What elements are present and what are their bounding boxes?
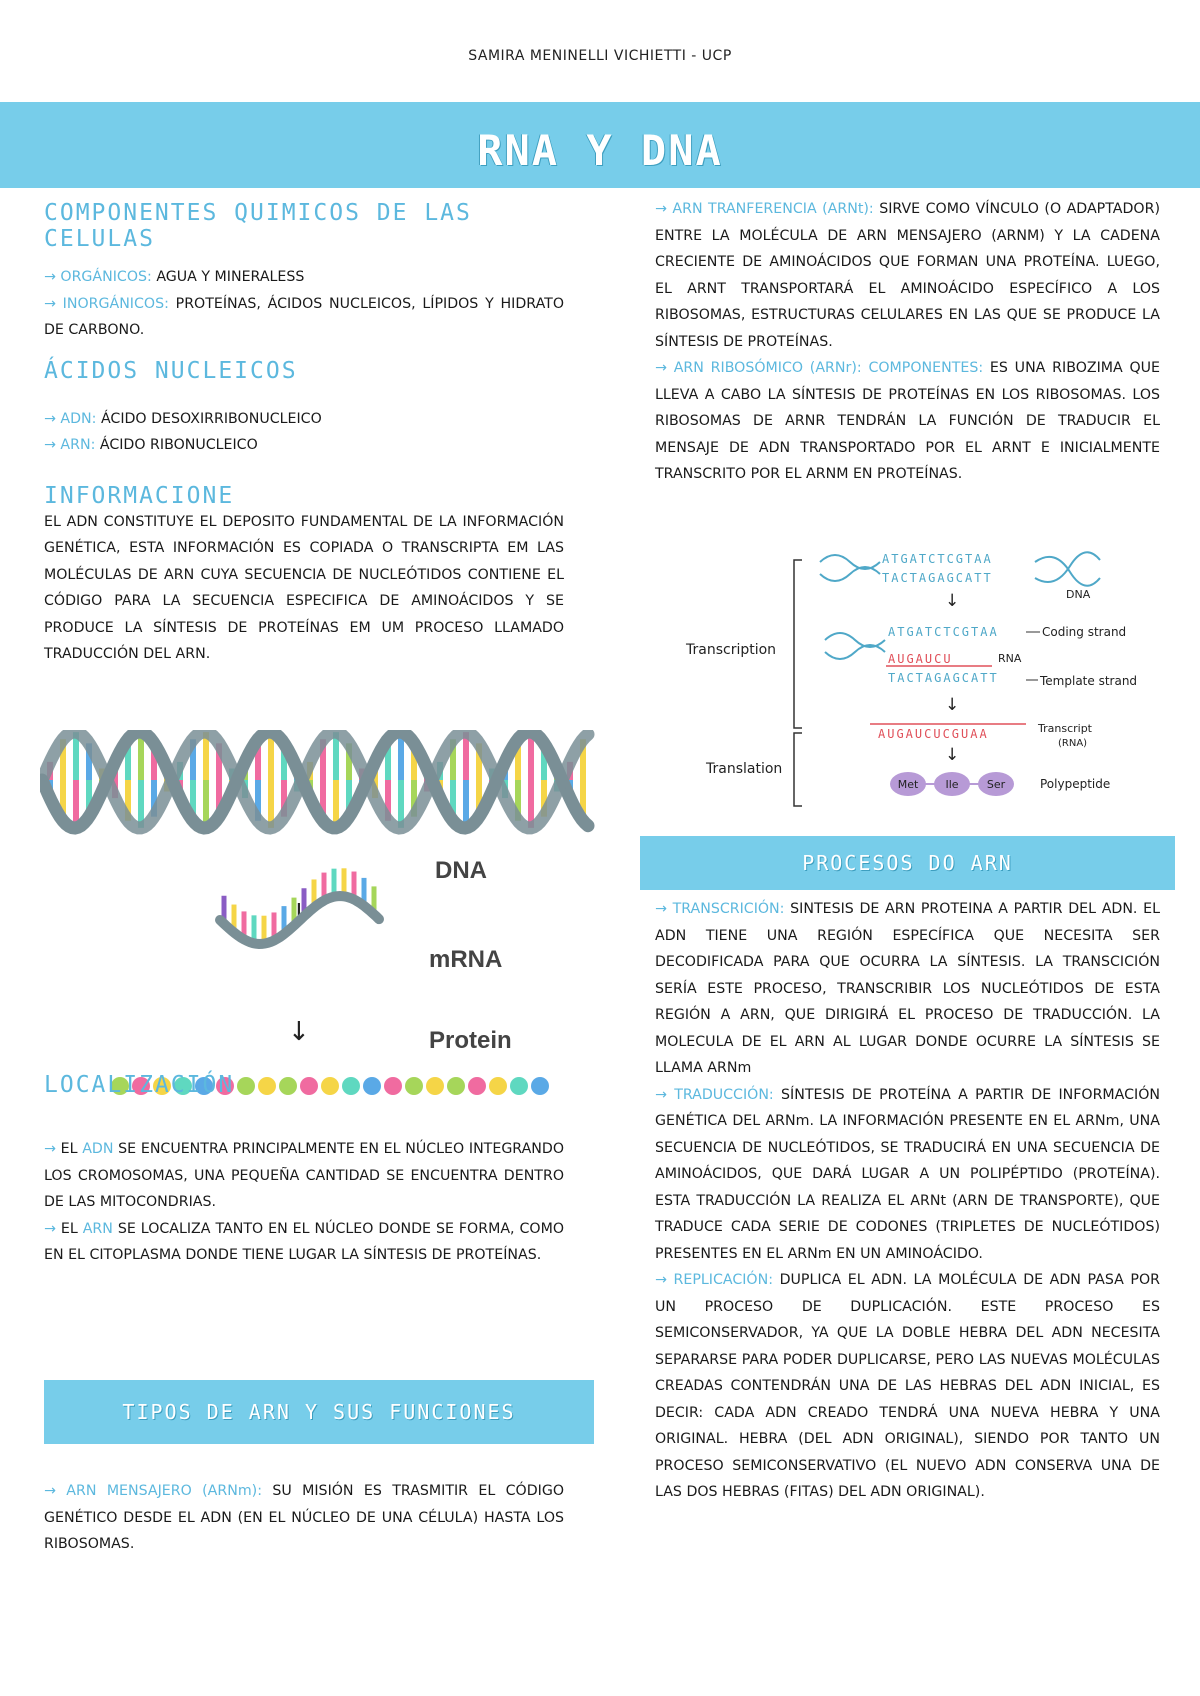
template-strand-label: Template strand: [1040, 674, 1138, 688]
text-informacion: EL ADN CONSTITUYE EL DEPOSITO FUNDAMENTAL DE LA INFORMACIÓN GENÉTICA, ESTA INFORMACIÓN ES COPIADA O TRANSCRIPTA EM LAS MOLÉCULAS DE ARN CUYA SECUENCIA DE NUCLEÓTIDOS CONTIENE EL CÓDIGO PARA LA SECUENCIA ESPECIFICA DE AMINOÁCIDOS Y SE PRODUCE LA SÍNTESIS DE PROTEÍNAS EM UM PROCESO LLAMADO TRADUCCIÓN DEL ARN.: [44, 513, 564, 662]
arrow-icon: →: [655, 901, 667, 917]
arrow-icon: →: [44, 269, 56, 285]
label-transferencia: ARN TRANFERENCIA (ARNt):: [672, 201, 874, 217]
label-mensajero: ARN MENSAJERO (ARNm):: [66, 1483, 262, 1499]
item-replicacion: [655, 1267, 1160, 1506]
text-transcripcion: SINTESIS DE ARN PROTEINA A PARTIR DEL ADN. EL ADN TIENE UNA REGIÓN ESPECÍFICA QUE NECESITA SER DECODIFICADA PARA QUE OCURRA LA SÍNTESIS. LA TRANSCICIÓN SERÍA ESTE PROCESO, TRANSCRIBIR LOS NUCLEÓTIDOS DE ESTA REGIÓN A ARN, QUE DIRIGIRÁ EL PROCESO DE TRADUCCIÓN. LA MOLECULA DE EL ARN AL LUGAR DONDE OCURRE LA SÍNTESIS SE LLAMA ARNm: [655, 901, 1160, 1076]
heading-acidos: ÁCIDOS NUCLEICOS: [44, 357, 298, 384]
dna-seq-bottom: TACTAGAGCATT: [882, 571, 993, 585]
adn-word: ADN: [82, 1141, 114, 1157]
arrow-down-icon: ↓: [288, 899, 310, 929]
label-ribosomico: ARN RIBOSÓMICO (ARNr):: [673, 360, 862, 376]
arrow-icon: →: [655, 1272, 667, 1288]
label-organicos: ORGÁNICOS:: [60, 269, 152, 285]
dna-seq-top: ATGATCTCGTAA: [882, 552, 993, 566]
transcription-bracket: [794, 560, 802, 728]
text-adn: ÁCIDO DESOXIRRIBONUCLEICO: [100, 410, 322, 427]
text-inorganicos: PROTEÍNAS, ÁCIDOS NUCLEICOS, LÍPIDOS Y HIDRATO DE CARBONO.: [44, 295, 565, 338]
text-replicacion: DUPLICA EL ADN. LA MOLÉCULA DE ADN PASA POR UN PROCESO DE DUPLICACIÓN. ESTE PROCESO ES SEMICONSERVADOR, YA QUE LA DOBLE HEBRA DEL ADN NECESITA SEPARARSE PARA PODER DUPLICARSE, PERO LAS NUEVAS MOLÉCULAS CREADAS CONTENDRÁN UNA DE LAS HEBRAS DEL ADN INICIAL, ES DECIR: CADA ADN CREADO TENDRÁ UNA NUEVA HEBRA Y UNA ORIGINAL. HEBRA (DEL ADN ORIGINAL), SIENDO POR TANTO UN PROCESO SEMICONSERVATIVO (EL NUEVO ADN CONSERVA UNA DE LAS DOS HEBRAS (FITAS) DEL ADN ORIGINAL).: [655, 1272, 1161, 1500]
translation-label: Translation: [706, 761, 783, 777]
left-lower-column: [44, 1072, 564, 1269]
label-transcripcion: TRANSCRICIÓN:: [672, 901, 785, 917]
coding-strand-label: Coding strand: [1042, 625, 1127, 639]
heading-informacion: INFORMACIONE: [44, 482, 235, 509]
dna-mrna-protein-figure: [40, 730, 600, 1110]
polypeptide-label: Polypeptide: [1040, 777, 1111, 791]
left-column: [44, 200, 564, 668]
label-traduccion: TRADUCCIÓN:: [674, 1086, 774, 1103]
procesos-section: [655, 896, 1160, 1506]
text-mensajero: SU MISIÓN ES TRASMITIR EL CÓDIGO GENÉTICO DESDE EL ADN (EN EL NÚCLEO DE UNA CÉLULA) HASTA LOS RIBOSOMAS.: [44, 1483, 564, 1552]
label-inorganicos: INORGÁNICOS:: [62, 295, 169, 312]
item-traduccion: [655, 1082, 1160, 1268]
page-title: RNA Y DNA: [477, 126, 723, 175]
arrow-icon: →: [655, 201, 667, 217]
transcript-seq: AUGAUCUCGUAA: [878, 727, 989, 741]
label-componentes: COMPONENTES:: [868, 360, 984, 376]
bubble-wave-left: [825, 633, 885, 647]
arrow-icon: →: [655, 1086, 667, 1103]
arrow-icon: →: [44, 437, 56, 453]
arrow-down-icon: ↓: [288, 1017, 310, 1047]
bubble-wave-left-2: [825, 645, 885, 659]
arrow-icon: →: [655, 360, 667, 376]
item-transcripcion: [655, 896, 1160, 1082]
text-ribosomico: ES UNA RIBOZIMA QUE LLEVA A CABO LA SÍNTESIS DE PROTEÍNAS EN LOS RIBOSOMAS. LOS RIBOSOMAS DE ARNR TENDRÁN LA FUNCIÓN DE TRADUCIR EL MENSAJE DE ADN TRANSPORTADO POR EL ARNT E INICIALMENTE TRANSCRITO POR EL ARNM EN PROTEÍNAS.: [655, 360, 1161, 482]
label-adn: ADN:: [60, 410, 97, 427]
tipos-section: [44, 1478, 564, 1558]
rna-short-seq: AUGAUCU: [888, 652, 953, 666]
item-ribosomico: [655, 355, 1160, 488]
text-organicos: AGUA Y MINERALESS: [156, 269, 305, 285]
text-transferencia: SIRVE COMO VÍNCULO (O ADAPTADOR) ENTRE LA MOLÉCULA DE ARN MENSAJERO (ARNM) Y LA CADENA CRECIENTE DE AMINOÁCIDOS QUE FORMAN UNA PROTEÍNA. LUEGO, EL ARNT TRANSPORTARÁ EL AMINOÁCIDO ESPECÍFICO A LOS RIBOSOMAS, ESTRUCTURAS CELULARES EN LAS QUE SE PRODUCE LA SÍNTESIS DE PROTEÍNAS.: [655, 201, 1160, 350]
dna-wave-left: [820, 555, 880, 569]
template-seq: TACTAGAGCATT: [888, 671, 999, 685]
text-loc-adn: SE ENCUENTRA PRINCIPALMENTE EN EL NÚCLEO INTEGRANDO LOS CROMOSOMAS, UNA PEQUEÑA CANTIDAD SE ENCUENTRA DENTRO DE LAS MITOCONDRIAS.: [44, 1141, 565, 1210]
item-arn: [44, 432, 564, 459]
procesos-heading-band: PROCESOS DO ARN: [640, 836, 1175, 890]
item-organicos: [44, 264, 564, 291]
aa-ser-label: Ser: [986, 778, 1006, 791]
text-loc-arn: SE LOCALIZA TANTO EN EL NÚCLEO DONDE SE FORMA, COMO EN EL CITOPLASMA DONDE TIENE LUGAR LA SÍNTESIS DE PROTEÍNAS.: [44, 1220, 564, 1263]
dna-diagram-label: DNA: [1066, 588, 1091, 601]
arrow-icon: →: [44, 295, 56, 312]
heading-localizacion: LOCALIZACIÓN: [44, 1072, 235, 1098]
arrow-down-icon: ↓: [945, 591, 960, 611]
el-word: EL: [60, 1141, 78, 1157]
item-transferencia: [655, 196, 1160, 355]
arrow-down-icon: ↓: [945, 695, 960, 715]
arrow-icon: →: [44, 410, 56, 427]
dna-wave-left-2: [820, 567, 880, 581]
transcription-label: Transcription: [686, 642, 777, 658]
arrow-icon: →: [44, 1483, 56, 1499]
arrow-down-icon: ↓: [945, 745, 960, 765]
coding-seq: ATGATCTCGTAA: [888, 625, 999, 639]
el-word: EL: [60, 1220, 78, 1237]
label-replicacion: REPLICACIÓN:: [673, 1272, 773, 1288]
tipos-heading-band: TIPOS DE ARN Y SUS FUNCIONES: [44, 1380, 594, 1444]
dna-label: DNA: [435, 857, 487, 884]
aa-ile-label: Ile: [945, 778, 959, 791]
arrow-icon: →: [44, 1141, 56, 1157]
right-column: [655, 196, 1160, 488]
item-loc-arn: [44, 1216, 564, 1269]
item-loc-adn: [44, 1136, 564, 1216]
arn-word: ARN: [82, 1220, 113, 1237]
item-mensajero: [44, 1478, 564, 1558]
translation-bracket: [794, 733, 802, 806]
text-traduccion: SÍNTESIS DE PROTEÍNA A PARTIR DE INFORMACIÓN GENÉTICA DEL ARNm. LA INFORMACIÓN PRESENTE EN EL ARNm, UNA SECUENCIA DE NUCLEÓTIDOS, SE TRADUCIRÁ EN UNA SECUENCIA DE AMINOÁCIDOS, QUE DARÁ LUGAR A UN POLIPÉPTIDO (PROTEÍNA). ESTA TRADUCCIÓN LA REALIZA EL ARNt (ARN DE TRANSPORTE), QUE TRADUCE CADA SERIE DE CODONES (TRIPLETES DE NUCLEÓTIDOS) PRESENTES EN EL ARNm EN UN AMINOÁCIDO.: [655, 1086, 1160, 1262]
aa-met-label: Met: [897, 778, 919, 791]
transcript-rna-label: (RNA): [1058, 738, 1088, 749]
item-inorganicos: [44, 291, 564, 344]
text-arn: ÁCIDO RIBONUCLEICO: [99, 437, 258, 453]
protein-label: Protein: [429, 1027, 512, 1054]
label-arn: ARN:: [60, 437, 96, 453]
author-header: SAMIRA MENINELLI VICHIETTI - UCP: [468, 48, 732, 64]
arrow-icon: →: [44, 1220, 56, 1237]
mrna-label: mRNA: [429, 946, 503, 973]
heading-componentes: COMPONENTES QUIMICOS DE LAS CELULAS: [44, 200, 472, 252]
item-adn: [44, 406, 564, 433]
transcript-label: Transcript: [1038, 722, 1092, 735]
transcription-translation-diagram: [680, 548, 1190, 816]
rna-diagram-label: RNA: [998, 652, 1022, 665]
